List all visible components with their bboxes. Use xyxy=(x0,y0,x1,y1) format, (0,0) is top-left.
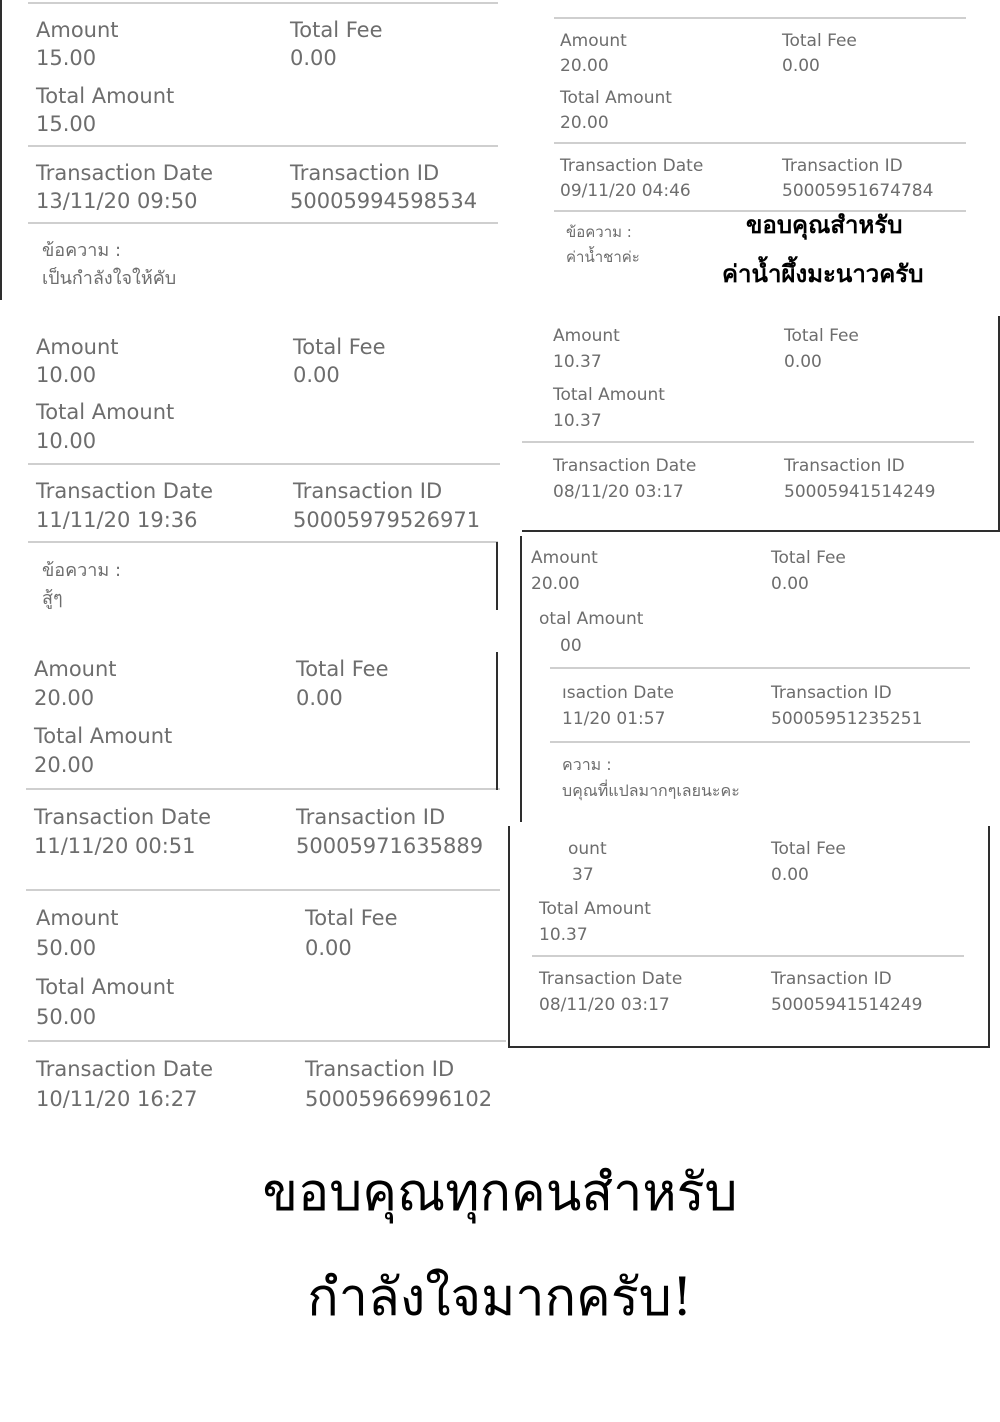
transaction-id-label: Transaction ID xyxy=(290,161,440,185)
total-amount-value: 20.00 xyxy=(34,753,95,777)
total-fee-value: 0.00 xyxy=(782,56,820,76)
transaction-date-value: 11/11/20 19:36 xyxy=(36,508,198,532)
total-fee-value: 0.00 xyxy=(290,46,337,70)
total-amount-label: Total Amount xyxy=(34,724,173,748)
amount-value: 10.37 xyxy=(553,352,602,372)
total-amount-value: 20.00 xyxy=(560,113,609,133)
total-amount-label: Total Amount xyxy=(560,88,672,108)
transaction-id-value: 50005941514249 xyxy=(784,482,936,502)
transaction-id-value: 50005966996102 xyxy=(305,1087,493,1111)
amount-value: 20.00 xyxy=(560,56,609,76)
transaction-id-value: 50005951235251 xyxy=(771,709,923,729)
transaction-id-label: Transaction ID xyxy=(296,805,446,829)
transaction-id-value: 50005971635889 xyxy=(296,834,484,858)
message-value: บคุณที่แปลมากๆเลยนะคะ xyxy=(562,781,740,800)
card-edge xyxy=(988,826,990,1048)
total-fee-value: 0.00 xyxy=(293,363,340,387)
card-edge xyxy=(508,826,510,1048)
transaction-id-value: 50005941514249 xyxy=(771,995,923,1015)
total-amount-label: Total Amount xyxy=(36,84,175,108)
total-fee-value: 0.00 xyxy=(771,865,809,885)
message-label: ข้อความ : xyxy=(42,240,122,261)
amount-label: ount xyxy=(568,839,607,859)
message-value: ค่าน้ำชาค่ะ xyxy=(566,248,640,266)
total-fee-value: 0.00 xyxy=(296,686,343,710)
total-fee-label: Total Fee xyxy=(782,31,857,51)
transaction-date-value: 10/11/20 16:27 xyxy=(36,1087,198,1111)
card-edge xyxy=(522,530,1000,532)
total-fee-value: 0.00 xyxy=(784,352,822,372)
total-amount-label: Total Amount xyxy=(36,400,175,424)
transaction-card xyxy=(0,0,500,300)
divider xyxy=(28,541,498,543)
amount-value: 37 xyxy=(572,865,594,885)
total-amount-value: 10.37 xyxy=(539,925,588,945)
transaction-card xyxy=(0,896,506,1146)
divider xyxy=(26,889,500,891)
transaction-date-label: Transaction Date xyxy=(36,1057,214,1081)
divider xyxy=(532,955,964,957)
divider xyxy=(554,142,966,144)
transaction-id-value: 50005979526971 xyxy=(293,508,481,532)
transaction-date-label: Transaction Date xyxy=(36,161,214,185)
amount-label: Amount xyxy=(36,906,119,930)
amount-label: Amount xyxy=(531,548,598,568)
card-edge xyxy=(508,1046,990,1048)
card-edge xyxy=(520,536,522,822)
message-value: เป็นกำลังใจให้คับ xyxy=(42,268,177,289)
transaction-id-label: Transaction ID xyxy=(782,156,903,176)
amount-value: 50.00 xyxy=(36,936,97,960)
card-edge xyxy=(0,0,2,300)
divider xyxy=(28,463,500,465)
total-amount-label: Total Amount xyxy=(539,899,651,919)
footer-thanks-line2: กำลังใจมากครับ! xyxy=(307,1268,693,1328)
amount-label: Amount xyxy=(560,31,627,51)
amount-label: Amount xyxy=(34,657,117,681)
divider xyxy=(28,2,498,4)
transaction-date-label: Transaction Date xyxy=(36,479,214,503)
transaction-id-label: Transaction ID xyxy=(305,1057,455,1081)
footer-thanks-line1: ขอบคุณทุกคนสำหรับ xyxy=(262,1163,738,1223)
transaction-date-value: 08/11/20 03:17 xyxy=(539,995,670,1015)
message-label: ความ : xyxy=(562,755,612,774)
transaction-date-value: 08/11/20 03:17 xyxy=(553,482,684,502)
overlay-thanks-line2: ค่าน้ำผึ้งมะนาวครับ xyxy=(722,260,924,288)
total-fee-label: Total Fee xyxy=(296,657,389,681)
transaction-id-label: Transaction ID xyxy=(784,456,905,476)
divider xyxy=(28,1040,506,1042)
overlay-thanks-line1: ขอบคุณสำหรับ xyxy=(746,211,903,239)
transaction-id-label: Transaction ID xyxy=(293,479,443,503)
amount-label: Amount xyxy=(553,326,620,346)
total-fee-label: Total Fee xyxy=(290,18,383,42)
total-amount-value: 10.00 xyxy=(36,429,97,453)
transaction-date-value: 11/20 01:57 xyxy=(562,709,666,729)
amount-value: 20.00 xyxy=(531,574,580,594)
total-amount-label: Total Amount xyxy=(553,385,665,405)
transaction-date-value: 11/11/20 00:51 xyxy=(34,834,196,858)
transaction-id-label: Transaction ID xyxy=(771,969,892,989)
total-fee-value: 0.00 xyxy=(305,936,352,960)
transaction-id-value: 50005951674784 xyxy=(782,181,934,201)
transaction-card xyxy=(518,316,1000,532)
divider xyxy=(28,222,498,224)
divider xyxy=(28,145,498,147)
transaction-date-label: ısaction Date xyxy=(562,683,674,703)
total-amount-value: 15.00 xyxy=(36,112,97,136)
total-fee-label: Total Fee xyxy=(293,335,386,359)
total-amount-value: 10.37 xyxy=(553,411,602,431)
total-fee-label: Total Fee xyxy=(784,326,859,346)
amount-value: 15.00 xyxy=(36,46,97,70)
message-label: ข้อความ : xyxy=(566,223,632,241)
divider xyxy=(26,788,500,790)
message-value: สู้ๆ xyxy=(42,588,63,609)
transaction-date-label: Transaction Date xyxy=(553,456,697,476)
transaction-id-label: Transaction ID xyxy=(771,683,892,703)
total-amount-value: 00 xyxy=(560,636,582,656)
transaction-card xyxy=(508,826,990,1048)
card-edge xyxy=(496,652,498,790)
transaction-date-label: Transaction Date xyxy=(34,805,212,829)
transaction-date-value: 09/11/20 04:46 xyxy=(560,181,691,201)
total-amount-value: 50.00 xyxy=(36,1005,97,1029)
total-fee-label: Total Fee xyxy=(771,839,846,859)
divider xyxy=(550,741,970,743)
transaction-card xyxy=(0,310,500,610)
total-fee-label: Total Fee xyxy=(771,548,846,568)
divider xyxy=(554,17,966,19)
total-amount-label: Total Amount xyxy=(36,975,175,999)
amount-value: 10.00 xyxy=(36,363,97,387)
card-edge xyxy=(496,542,498,610)
transaction-date-value: 13/11/20 09:50 xyxy=(36,189,198,213)
total-fee-label: Total Fee xyxy=(305,906,398,930)
total-fee-value: 0.00 xyxy=(771,574,809,594)
amount-label: Amount xyxy=(36,18,119,42)
message-label: ข้อความ : xyxy=(42,560,122,581)
transaction-card xyxy=(520,536,1000,822)
transaction-card xyxy=(0,652,500,892)
total-amount-label: otal Amount xyxy=(539,609,644,629)
amount-label: Amount xyxy=(36,335,119,359)
divider xyxy=(522,441,974,443)
transaction-id-value: 50005994598534 xyxy=(290,189,478,213)
amount-value: 20.00 xyxy=(34,686,95,710)
transaction-date-label: Transaction Date xyxy=(539,969,683,989)
divider xyxy=(550,667,970,669)
transaction-date-label: Transaction Date xyxy=(560,156,704,176)
